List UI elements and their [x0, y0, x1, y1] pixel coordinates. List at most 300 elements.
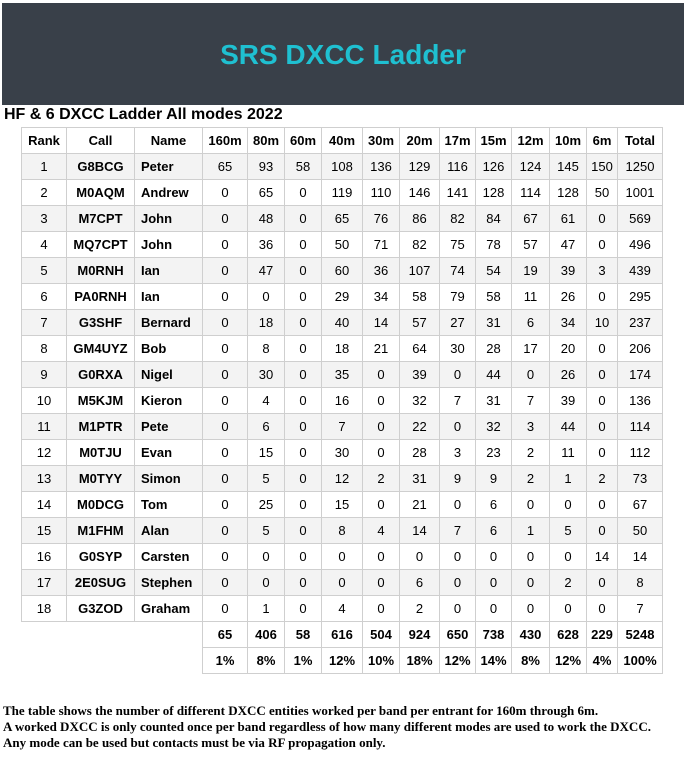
- band-count-cell: 0: [476, 544, 512, 570]
- callsign-cell: M1FHM: [67, 518, 135, 544]
- band-count-cell: 0: [203, 310, 248, 336]
- rank-cell: 15: [22, 518, 67, 544]
- band-total-cell: 738: [476, 622, 512, 648]
- band-count-cell: 0: [587, 570, 618, 596]
- total-cell: 136: [618, 388, 663, 414]
- band-count-cell: 129: [400, 154, 440, 180]
- total-cell: 114: [618, 414, 663, 440]
- band-count-cell: 0: [203, 440, 248, 466]
- total-cell: 439: [618, 258, 663, 284]
- band-count-cell: 0: [285, 388, 322, 414]
- name-cell: Tom: [135, 492, 203, 518]
- band-percentage-cell: 12%: [550, 648, 587, 674]
- band-count-cell: 93: [248, 154, 285, 180]
- band-count-cell: 0: [203, 206, 248, 232]
- column-header: 12m: [512, 128, 550, 154]
- band-count-cell: 0: [285, 544, 322, 570]
- band-total-cell: 504: [363, 622, 400, 648]
- table-row: [22, 440, 663, 466]
- callsign-cell: M0RNH: [67, 258, 135, 284]
- table-row: [22, 310, 663, 336]
- band-count-cell: 0: [203, 544, 248, 570]
- band-count-cell: 47: [248, 258, 285, 284]
- band-count-cell: 0: [285, 258, 322, 284]
- column-header: Call: [67, 128, 135, 154]
- rank-cell: 7: [22, 310, 67, 336]
- band-count-cell: 34: [550, 310, 587, 336]
- band-count-cell: 40: [322, 310, 363, 336]
- total-cell: 50: [618, 518, 663, 544]
- band-count-cell: 6: [476, 492, 512, 518]
- band-count-cell: 0: [512, 596, 550, 622]
- column-header: Name: [135, 128, 203, 154]
- callsign-cell: G0RXA: [67, 362, 135, 388]
- band-count-cell: 36: [363, 258, 400, 284]
- band-count-cell: 35: [322, 362, 363, 388]
- total-cell: 73: [618, 466, 663, 492]
- band-count-cell: 21: [400, 492, 440, 518]
- column-header: 6m: [587, 128, 618, 154]
- rank-cell: 2: [22, 180, 67, 206]
- band-count-cell: 47: [550, 232, 587, 258]
- band-count-cell: 0: [512, 492, 550, 518]
- band-count-cell: 0: [285, 596, 322, 622]
- band-count-cell: 19: [512, 258, 550, 284]
- band-count-cell: 136: [363, 154, 400, 180]
- band-count-cell: 39: [550, 258, 587, 284]
- band-count-cell: 0: [285, 466, 322, 492]
- rank-cell: 11: [22, 414, 67, 440]
- callsign-cell: G8BCG: [67, 154, 135, 180]
- band-percentage-cell: 8%: [512, 648, 550, 674]
- table-row: [22, 466, 663, 492]
- total-cell: 496: [618, 232, 663, 258]
- band-total-cell: 628: [550, 622, 587, 648]
- band-count-cell: 65: [322, 206, 363, 232]
- band-count-cell: 0: [203, 466, 248, 492]
- band-count-cell: 9: [476, 466, 512, 492]
- name-cell: Bernard: [135, 310, 203, 336]
- band-count-cell: 0: [512, 362, 550, 388]
- rank-cell: 10: [22, 388, 67, 414]
- footnote: A worked DXCC is only counted once per band regardless of how many different modes are used to work the DXCC.: [3, 719, 651, 734]
- band-count-cell: 57: [512, 232, 550, 258]
- name-cell: Bob: [135, 336, 203, 362]
- band-percentage-cell: 1%: [285, 648, 322, 674]
- band-count-cell: 6: [400, 570, 440, 596]
- total-cell: 67: [618, 492, 663, 518]
- band-count-cell: 0: [203, 362, 248, 388]
- band-count-cell: 82: [440, 206, 476, 232]
- band-count-cell: 6: [248, 414, 285, 440]
- table-row: [22, 362, 663, 388]
- table-row: [22, 258, 663, 284]
- band-count-cell: 48: [248, 206, 285, 232]
- band-count-cell: 0: [587, 518, 618, 544]
- band-count-cell: 0: [285, 570, 322, 596]
- band-count-cell: 0: [285, 310, 322, 336]
- rank-cell: 13: [22, 466, 67, 492]
- band-count-cell: 11: [512, 284, 550, 310]
- band-count-cell: 32: [400, 388, 440, 414]
- band-total-cell: 616: [322, 622, 363, 648]
- rank-cell: 14: [22, 492, 67, 518]
- band-count-cell: 0: [400, 544, 440, 570]
- band-count-cell: 107: [400, 258, 440, 284]
- band-count-cell: 3: [587, 258, 618, 284]
- rank-cell: 4: [22, 232, 67, 258]
- band-count-cell: 0: [363, 440, 400, 466]
- band-count-cell: 6: [476, 518, 512, 544]
- band-count-cell: 0: [203, 180, 248, 206]
- band-count-cell: 0: [285, 180, 322, 206]
- band-count-cell: 114: [512, 180, 550, 206]
- totals-row: [22, 622, 663, 648]
- band-count-cell: 0: [203, 414, 248, 440]
- rank-cell: 6: [22, 284, 67, 310]
- band-count-cell: 0: [285, 362, 322, 388]
- total-cell: 174: [618, 362, 663, 388]
- footnotes: [3, 703, 687, 751]
- footnote: The table shows the number of different DXCC entities worked per band per entrant for 160m through 6m.: [3, 703, 599, 718]
- band-total-cell: 58: [285, 622, 322, 648]
- callsign-cell: M1PTR: [67, 414, 135, 440]
- band-count-cell: 4: [363, 518, 400, 544]
- callsign-cell: M0TJU: [67, 440, 135, 466]
- band-count-cell: 0: [363, 388, 400, 414]
- band-count-cell: 0: [363, 362, 400, 388]
- rank-cell: 9: [22, 362, 67, 388]
- band-count-cell: 44: [550, 414, 587, 440]
- name-cell: Graham: [135, 596, 203, 622]
- band-count-cell: 0: [203, 336, 248, 362]
- name-cell: Pete: [135, 414, 203, 440]
- band-total-cell: 650: [440, 622, 476, 648]
- column-header: 17m: [440, 128, 476, 154]
- band-count-cell: 2: [400, 596, 440, 622]
- band-percentage-cell: 18%: [400, 648, 440, 674]
- band-count-cell: 0: [440, 596, 476, 622]
- band-count-cell: 84: [476, 206, 512, 232]
- name-cell: Simon: [135, 466, 203, 492]
- band-count-cell: 74: [440, 258, 476, 284]
- band-total-cell: 406: [248, 622, 285, 648]
- callsign-cell: G0SYP: [67, 544, 135, 570]
- name-cell: Carsten: [135, 544, 203, 570]
- band-count-cell: 58: [285, 154, 322, 180]
- name-cell: Andrew: [135, 180, 203, 206]
- band-count-cell: 2: [363, 466, 400, 492]
- band-count-cell: 30: [440, 336, 476, 362]
- band-count-cell: 0: [285, 336, 322, 362]
- rank-cell: 16: [22, 544, 67, 570]
- band-count-cell: 0: [550, 544, 587, 570]
- name-cell: Ian: [135, 284, 203, 310]
- band-count-cell: 0: [203, 232, 248, 258]
- band-count-cell: 27: [440, 310, 476, 336]
- table-row: [22, 544, 663, 570]
- name-cell: Alan: [135, 518, 203, 544]
- band-count-cell: 8: [248, 336, 285, 362]
- band-count-cell: 8: [322, 518, 363, 544]
- footer-spacer: [22, 648, 203, 674]
- band-count-cell: 76: [363, 206, 400, 232]
- band-count-cell: 145: [550, 154, 587, 180]
- total-cell: 112: [618, 440, 663, 466]
- table-row: [22, 154, 663, 180]
- band-percentage-cell: 12%: [440, 648, 476, 674]
- band-count-cell: 0: [248, 570, 285, 596]
- band-count-cell: 61: [550, 206, 587, 232]
- callsign-cell: PA0RNH: [67, 284, 135, 310]
- band-count-cell: 0: [363, 414, 400, 440]
- band-count-cell: 0: [587, 362, 618, 388]
- page-title: SRS DXCC Ladder: [220, 39, 466, 70]
- band-percentage-cell: 8%: [248, 648, 285, 674]
- header-banner: [2, 3, 684, 105]
- band-count-cell: 0: [587, 206, 618, 232]
- callsign-cell: M7CPT: [67, 206, 135, 232]
- table-row: [22, 414, 663, 440]
- band-total-cell: 65: [203, 622, 248, 648]
- rank-cell: 3: [22, 206, 67, 232]
- band-count-cell: 0: [363, 596, 400, 622]
- band-count-cell: 12: [322, 466, 363, 492]
- table-row: [22, 596, 663, 622]
- band-count-cell: 0: [248, 284, 285, 310]
- name-cell: Stephen: [135, 570, 203, 596]
- band-count-cell: 31: [400, 466, 440, 492]
- band-count-cell: 0: [550, 596, 587, 622]
- band-count-cell: 31: [476, 388, 512, 414]
- band-count-cell: 2: [587, 466, 618, 492]
- band-count-cell: 7: [322, 414, 363, 440]
- band-percentage-cell: 1%: [203, 648, 248, 674]
- band-count-cell: 141: [440, 180, 476, 206]
- total-cell: 14: [618, 544, 663, 570]
- table-row: [22, 232, 663, 258]
- band-count-cell: 0: [248, 544, 285, 570]
- band-count-cell: 5: [550, 518, 587, 544]
- band-count-cell: 50: [587, 180, 618, 206]
- column-header: 15m: [476, 128, 512, 154]
- band-count-cell: 0: [550, 492, 587, 518]
- band-count-cell: 71: [363, 232, 400, 258]
- column-header: 10m: [550, 128, 587, 154]
- band-count-cell: 5: [248, 466, 285, 492]
- band-count-cell: 0: [285, 414, 322, 440]
- name-cell: Ian: [135, 258, 203, 284]
- band-count-cell: 22: [400, 414, 440, 440]
- band-count-cell: 0: [322, 570, 363, 596]
- rank-cell: 5: [22, 258, 67, 284]
- dxcc-ladder-table: [21, 127, 663, 674]
- band-count-cell: 20: [550, 336, 587, 362]
- callsign-cell: M5KJM: [67, 388, 135, 414]
- band-count-cell: 7: [512, 388, 550, 414]
- band-count-cell: 0: [587, 336, 618, 362]
- band-count-cell: 0: [587, 596, 618, 622]
- band-count-cell: 0: [285, 518, 322, 544]
- band-count-cell: 28: [400, 440, 440, 466]
- callsign-cell: GM4UYZ: [67, 336, 135, 362]
- band-count-cell: 0: [285, 440, 322, 466]
- band-count-cell: 5: [248, 518, 285, 544]
- band-count-cell: 26: [550, 362, 587, 388]
- band-count-cell: 0: [476, 596, 512, 622]
- band-count-cell: 124: [512, 154, 550, 180]
- band-count-cell: 14: [587, 544, 618, 570]
- band-count-cell: 0: [440, 492, 476, 518]
- total-cell: 7: [618, 596, 663, 622]
- table-row: [22, 388, 663, 414]
- table-row: [22, 180, 663, 206]
- band-count-cell: 58: [400, 284, 440, 310]
- band-count-cell: 0: [203, 570, 248, 596]
- band-count-cell: 0: [587, 492, 618, 518]
- column-header: Rank: [22, 128, 67, 154]
- band-count-cell: 3: [512, 414, 550, 440]
- band-count-cell: 0: [512, 570, 550, 596]
- band-percentage-cell: 100%: [618, 648, 663, 674]
- total-cell: 1001: [618, 180, 663, 206]
- band-count-cell: 18: [322, 336, 363, 362]
- band-count-cell: 1: [248, 596, 285, 622]
- band-count-cell: 2: [512, 440, 550, 466]
- table-row: [22, 206, 663, 232]
- band-count-cell: 28: [476, 336, 512, 362]
- band-count-cell: 15: [322, 492, 363, 518]
- band-count-cell: 10: [587, 310, 618, 336]
- band-count-cell: 126: [476, 154, 512, 180]
- band-count-cell: 0: [203, 388, 248, 414]
- band-count-cell: 58: [476, 284, 512, 310]
- band-count-cell: 0: [440, 362, 476, 388]
- band-count-cell: 78: [476, 232, 512, 258]
- band-count-cell: 0: [285, 232, 322, 258]
- percentages-row: [22, 648, 663, 674]
- band-count-cell: 0: [285, 206, 322, 232]
- band-count-cell: 64: [400, 336, 440, 362]
- band-count-cell: 0: [203, 596, 248, 622]
- band-count-cell: 108: [322, 154, 363, 180]
- callsign-cell: G3SHF: [67, 310, 135, 336]
- band-count-cell: 128: [550, 180, 587, 206]
- table-row: [22, 518, 663, 544]
- band-count-cell: 0: [203, 518, 248, 544]
- callsign-cell: MQ7CPT: [67, 232, 135, 258]
- rank-cell: 1: [22, 154, 67, 180]
- band-count-cell: 54: [476, 258, 512, 284]
- band-count-cell: 2: [550, 570, 587, 596]
- band-count-cell: 4: [322, 596, 363, 622]
- band-count-cell: 31: [476, 310, 512, 336]
- column-header: 40m: [322, 128, 363, 154]
- band-count-cell: 21: [363, 336, 400, 362]
- callsign-cell: M0DCG: [67, 492, 135, 518]
- band-count-cell: 86: [400, 206, 440, 232]
- table-subtitle: HF & 6 DXCC Ladder All modes 2022: [4, 106, 283, 123]
- total-cell: 1250: [618, 154, 663, 180]
- total-cell: 569: [618, 206, 663, 232]
- band-count-cell: 79: [440, 284, 476, 310]
- band-count-cell: 4: [248, 388, 285, 414]
- band-count-cell: 0: [363, 570, 400, 596]
- column-header: 80m: [248, 128, 285, 154]
- column-header: 60m: [285, 128, 322, 154]
- band-percentage-cell: 10%: [363, 648, 400, 674]
- table-row: [22, 284, 663, 310]
- band-count-cell: 26: [550, 284, 587, 310]
- band-count-cell: 0: [587, 414, 618, 440]
- total-cell: 295: [618, 284, 663, 310]
- band-count-cell: 39: [400, 362, 440, 388]
- band-count-cell: 146: [400, 180, 440, 206]
- band-count-cell: 0: [440, 570, 476, 596]
- band-count-cell: 36: [248, 232, 285, 258]
- band-count-cell: 0: [512, 544, 550, 570]
- footer-spacer: [22, 622, 203, 648]
- band-count-cell: 1: [550, 466, 587, 492]
- total-cell: 8: [618, 570, 663, 596]
- rank-cell: 18: [22, 596, 67, 622]
- band-count-cell: 16: [322, 388, 363, 414]
- band-total-cell: 229: [587, 622, 618, 648]
- band-total-cell: 5248: [618, 622, 663, 648]
- rank-cell: 12: [22, 440, 67, 466]
- name-cell: John: [135, 232, 203, 258]
- table-header-row: [22, 128, 663, 154]
- band-count-cell: 82: [400, 232, 440, 258]
- band-count-cell: 0: [363, 544, 400, 570]
- band-percentage-cell: 4%: [587, 648, 618, 674]
- band-count-cell: 0: [285, 492, 322, 518]
- footnote: Any mode can be used but contacts must be via RF propagation only.: [3, 735, 386, 750]
- column-header: 160m: [203, 128, 248, 154]
- band-total-cell: 430: [512, 622, 550, 648]
- band-count-cell: 3: [440, 440, 476, 466]
- column-header: Total: [618, 128, 663, 154]
- band-percentage-cell: 12%: [322, 648, 363, 674]
- band-count-cell: 18: [248, 310, 285, 336]
- total-cell: 206: [618, 336, 663, 362]
- name-cell: Kieron: [135, 388, 203, 414]
- callsign-cell: M0AQM: [67, 180, 135, 206]
- band-count-cell: 0: [203, 284, 248, 310]
- band-count-cell: 32: [476, 414, 512, 440]
- table-row: [22, 570, 663, 596]
- band-count-cell: 0: [476, 570, 512, 596]
- band-count-cell: 0: [363, 492, 400, 518]
- band-count-cell: 25: [248, 492, 285, 518]
- band-count-cell: 34: [363, 284, 400, 310]
- band-count-cell: 0: [440, 414, 476, 440]
- band-count-cell: 14: [363, 310, 400, 336]
- band-count-cell: 11: [550, 440, 587, 466]
- band-count-cell: 65: [203, 154, 248, 180]
- band-count-cell: 1: [512, 518, 550, 544]
- band-count-cell: 65: [248, 180, 285, 206]
- band-count-cell: 50: [322, 232, 363, 258]
- callsign-cell: M0TYY: [67, 466, 135, 492]
- band-count-cell: 0: [587, 232, 618, 258]
- band-count-cell: 15: [248, 440, 285, 466]
- table-row: [22, 492, 663, 518]
- band-count-cell: 128: [476, 180, 512, 206]
- band-count-cell: 0: [587, 388, 618, 414]
- name-cell: Evan: [135, 440, 203, 466]
- band-count-cell: 7: [440, 518, 476, 544]
